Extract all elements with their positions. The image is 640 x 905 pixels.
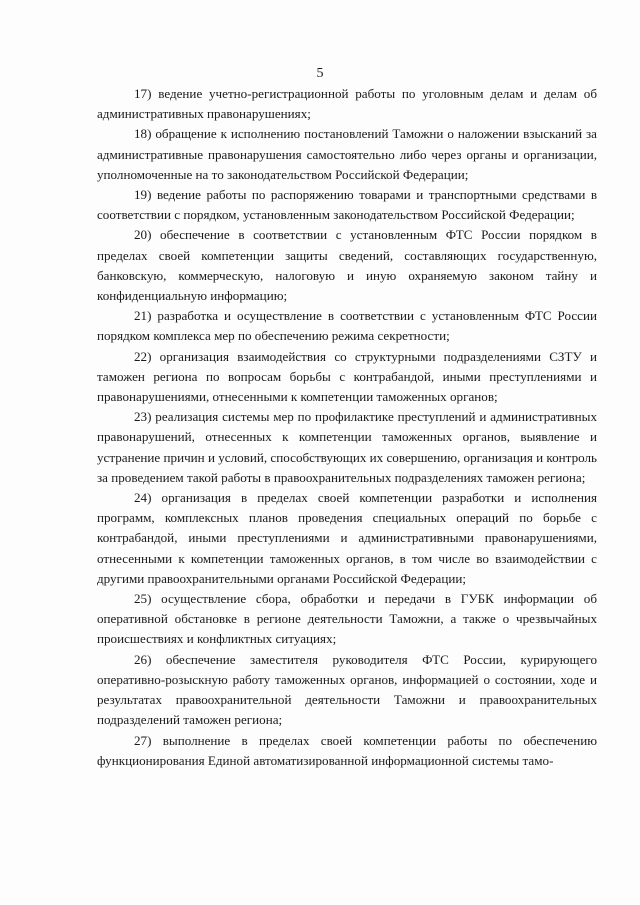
page-body (97, 84, 597, 771)
list-item-22: 22) организация взаимодействия со структурными подразделениями СЗТУ и таможен региона по вопросам борьбы с контрабандой, иными преступлениями и правонарушениями, отнесенными к компетенции таможенных органов; (97, 348, 597, 405)
list-item-19: 19) ведение работы по распоряжению товарами и транспортными средствами в соответствии с порядком, установленным законодательством Российской Федерации; (97, 187, 597, 223)
list-item-20: 20) обеспечение в соответствии с установленным ФТС России порядком в пределах своей компетенции защиты сведений, составляющих государственную, банковскую, коммерческую, налоговую и иную охраняемую законом тайну и конфиденциальную информацию; (97, 227, 597, 304)
list-item-17: 17) ведение учетно-регистрационной работы по уголовным делам и делам об административных правонарушениях; (97, 86, 597, 122)
list-item-27: 27) выполнение в пределах своей компетенции работы по обеспечению функционирования Единой автоматизированной информационной системы тамо- (97, 732, 597, 768)
list-item-18: 18) обращение к исполнению постановлений Таможни о наложении взысканий за административные правонарушения самостоятельно либо через органы и организации, уполномоченные на то законодательством Российской Федерации; (97, 126, 597, 182)
list-item-26: 26) обеспечение заместителя руководителя ФТС России, курирующего оперативно-розыскную работу таможенных органов, информацией о состоянии, ходе и результатах правоохранительной деятельности Таможни и правоохранительных подразделений таможен региона; (97, 651, 597, 728)
list-item-23: 23) реализация системы мер по профилактике преступлений и административных правонарушений, отнесенных к компетенции таможенных органов, выявление и устранение причин и условий, способствующих их совершению, организация и контроль за проведением такой работы в правоохранительных подразделениях таможен региона; (97, 409, 597, 485)
page-number: 5 (316, 66, 324, 81)
list-item-25: 25) осуществление сбора, обработки и передачи в ГУБК информации об оперативной обстановке в регионе деятельности Таможни, а также о чрезвычайных происшествиях и конфликтных ситуациях; (97, 591, 597, 647)
list-item-24: 24) организация в пределах своей компетенции разработки и исполнения программ, комплексных планов проведения специальных операций по борьбе с контрабандой, иными преступлениями и административными правонарушениями, отнесенными к компетенции таможенных органов, в том числе во взаимодействии с другими правоохранительными органами Российской Федерации; (97, 490, 597, 586)
list-item-21: 21) разработка и осуществление в соответствии с установленным ФТС России порядком комплекса мер по обеспечению режима секретности; (97, 308, 597, 344)
